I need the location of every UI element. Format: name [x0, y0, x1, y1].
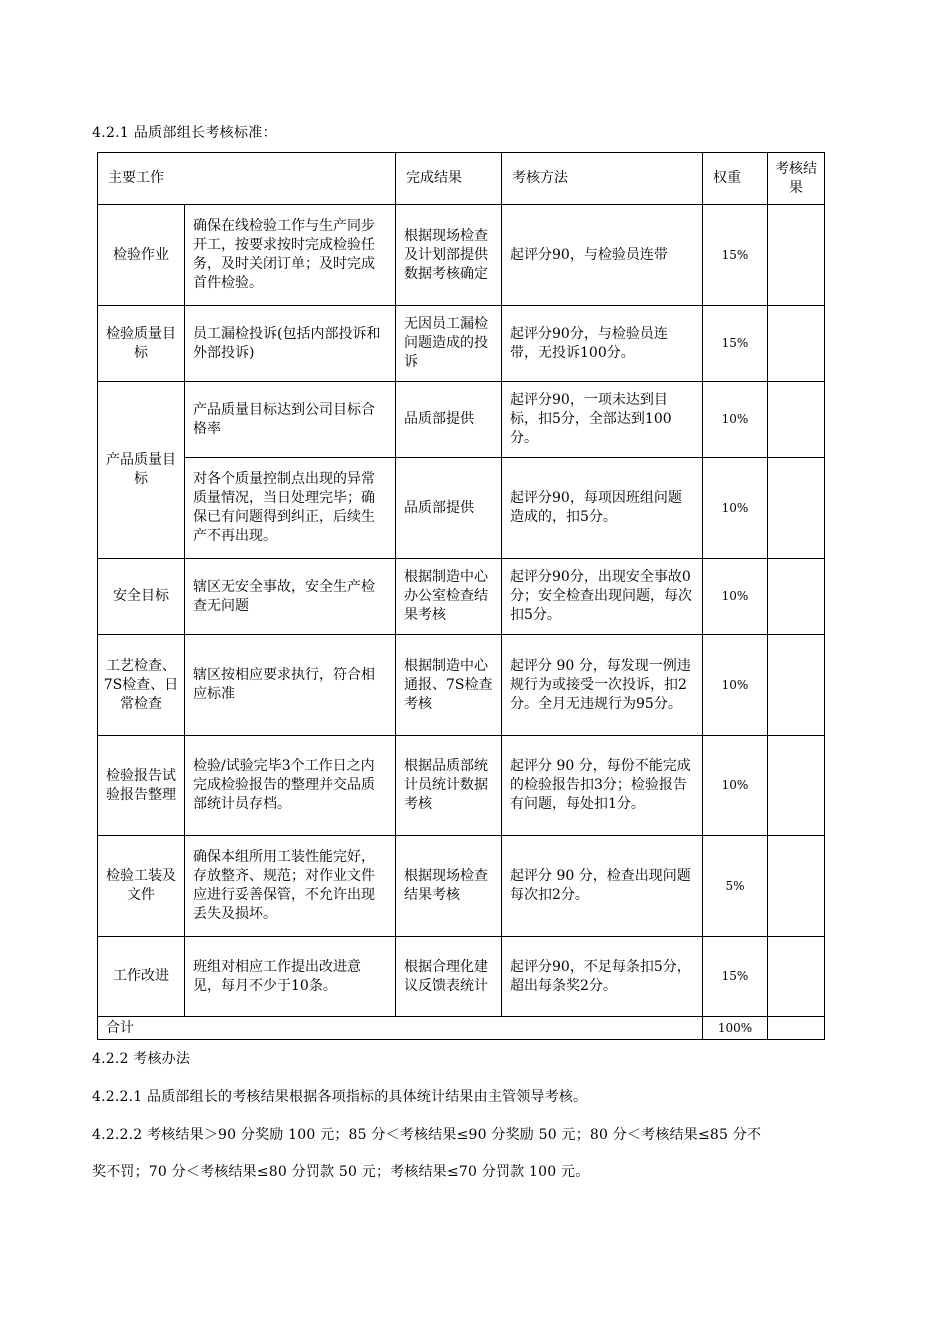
assessment-cell[interactable]: [768, 382, 825, 458]
result-cell: 根据合理化建议反馈表统计: [396, 937, 502, 1017]
table-row: [98, 205, 825, 306]
category-cell: 工艺检查、7S检查、日常检查: [98, 635, 185, 736]
description-cell: 产品质量目标达到公司目标合格率: [185, 382, 396, 458]
description-cell: 辖区按相应要求执行，符合相应标准: [185, 635, 396, 736]
total-row: [98, 1017, 825, 1040]
assessment-cell[interactable]: [768, 836, 825, 937]
method-cell: 起评分 90 分，检查出现问题每次扣2分。: [502, 836, 703, 937]
result-cell: 品质部提供: [396, 458, 502, 559]
method-cell: 起评分90分，与检验员连带，无投诉100分。: [502, 306, 703, 382]
paragraph-4-2-2-1: 4.2.2.1 品质部组长的考核结果根据各项指标的具体统计结果由主管领导考核。: [92, 1089, 588, 1105]
category-cell: 安全目标: [98, 559, 185, 635]
header-method: 考核方法: [502, 153, 703, 205]
table-row: [98, 937, 825, 1017]
section-title: 4.2.1 品质部组长考核标准：: [92, 125, 277, 141]
method-cell: 起评分 90 分，每份不能完成的检验报告扣3分；检验报告有问题，每处扣1分。: [502, 736, 703, 836]
total-assessment-cell[interactable]: [768, 1017, 825, 1040]
table-row: [98, 736, 825, 836]
result-cell: 品质部提供: [396, 382, 502, 458]
result-cell: 根据制造中心办公室检查结果考核: [396, 559, 502, 635]
header-weight: 权重: [703, 153, 768, 205]
category-cell: 检验质量目标: [98, 306, 185, 382]
description-cell: 确保在线检验工作与生产同步开工，按要求按时完成检验任务，及时关闭订单；及时完成首件检验。: [185, 205, 396, 306]
result-cell: 根据现场检查及计划部提供数据考核确定: [396, 205, 502, 306]
result-cell: 根据品质部统计员统计数据考核: [396, 736, 502, 836]
method-cell: 起评分90分，出现安全事故0分；安全检查出现问题，每次扣5分。: [502, 559, 703, 635]
description-cell: 检验/试验完毕3个工作日之内完成检验报告的整理并交品质部统计员存档。: [185, 736, 396, 836]
description-cell: 对各个质量控制点出现的异常质量情况，当日处理完毕；确保已有问题得到纠正，后续生产不再出现。: [185, 458, 396, 559]
method-cell: 起评分90，一项未达到目标，扣5分，全部达到100分。: [502, 382, 703, 458]
description-cell: 辖区无安全事故，安全生产检查无问题: [185, 559, 396, 635]
table-row: [98, 458, 825, 559]
table-row: [98, 382, 825, 458]
total-label: 合计: [98, 1017, 703, 1040]
category-cell: 检验作业: [98, 205, 185, 306]
result-cell: 无因员工漏检问题造成的投诉: [396, 306, 502, 382]
table-row: [98, 836, 825, 937]
method-cell: 起评分 90 分，每发现一例违规行为或接受一次投诉，扣2分。全月无违规行为95分。: [502, 635, 703, 736]
weight-cell: 10%: [703, 382, 768, 458]
assessment-cell[interactable]: [768, 306, 825, 382]
weight-cell: 10%: [703, 736, 768, 836]
paragraph-4-2-2-2-cont: 奖不罚；70 分＜考核结果≤80 分罚款 50 元；考核结果≤70 分罚款 100 元。: [92, 1164, 590, 1180]
weight-cell: 10%: [703, 635, 768, 736]
description-cell: 班组对相应工作提出改进意见，每月不少于10条。: [185, 937, 396, 1017]
category-cell: 检验报告试验报告整理: [98, 736, 185, 836]
category-cell: 产品质量目标: [98, 382, 185, 559]
assessment-cell[interactable]: [768, 205, 825, 306]
weight-cell: 10%: [703, 559, 768, 635]
assessment-cell[interactable]: [768, 559, 825, 635]
paragraph-4-2-2: 4.2.2 考核办法: [92, 1051, 191, 1067]
header-assessment: 考核结果: [768, 153, 825, 205]
header-main-work: 主要工作: [98, 153, 396, 205]
paragraph-4-2-2-2: 4.2.2.2 考核结果＞90 分奖励 100 元；85 分＜考核结果≤90 分奖励 50 元；80 分＜考核结果≤85 分不: [92, 1127, 762, 1143]
assessment-cell[interactable]: [768, 736, 825, 836]
description-cell: 员工漏检投诉(包括内部投诉和外部投诉): [185, 306, 396, 382]
method-cell: 起评分90，每项因班组问题造成的，扣5分。: [502, 458, 703, 559]
weight-cell: 15%: [703, 306, 768, 382]
weight-cell: 10%: [703, 458, 768, 559]
description-cell: 确保本组所用工装性能完好，存放整齐、规范；对作业文件应进行妥善保管，不允许出现丢失及损坏。: [185, 836, 396, 937]
assessment-cell[interactable]: [768, 937, 825, 1017]
result-cell: 根据现场检查结果考核: [396, 836, 502, 937]
assessment-cell[interactable]: [768, 635, 825, 736]
method-cell: 起评分90，与检验员连带: [502, 205, 703, 306]
weight-cell: 5%: [703, 836, 768, 937]
weight-cell: 15%: [703, 937, 768, 1017]
assessment-standard-table: [97, 152, 825, 1040]
table-header-row: [98, 153, 825, 205]
category-cell: 工作改进: [98, 937, 185, 1017]
category-cell: 检验工装及文件: [98, 836, 185, 937]
table-row: [98, 559, 825, 635]
table-row: [98, 635, 825, 736]
table-row: [98, 306, 825, 382]
assessment-cell[interactable]: [768, 458, 825, 559]
method-cell: 起评分90，不足每条扣5分，超出每条奖2分。: [502, 937, 703, 1017]
total-weight: 100%: [703, 1017, 768, 1040]
result-cell: 根据制造中心通报、7S检查考核: [396, 635, 502, 736]
weight-cell: 15%: [703, 205, 768, 306]
header-result: 完成结果: [396, 153, 502, 205]
